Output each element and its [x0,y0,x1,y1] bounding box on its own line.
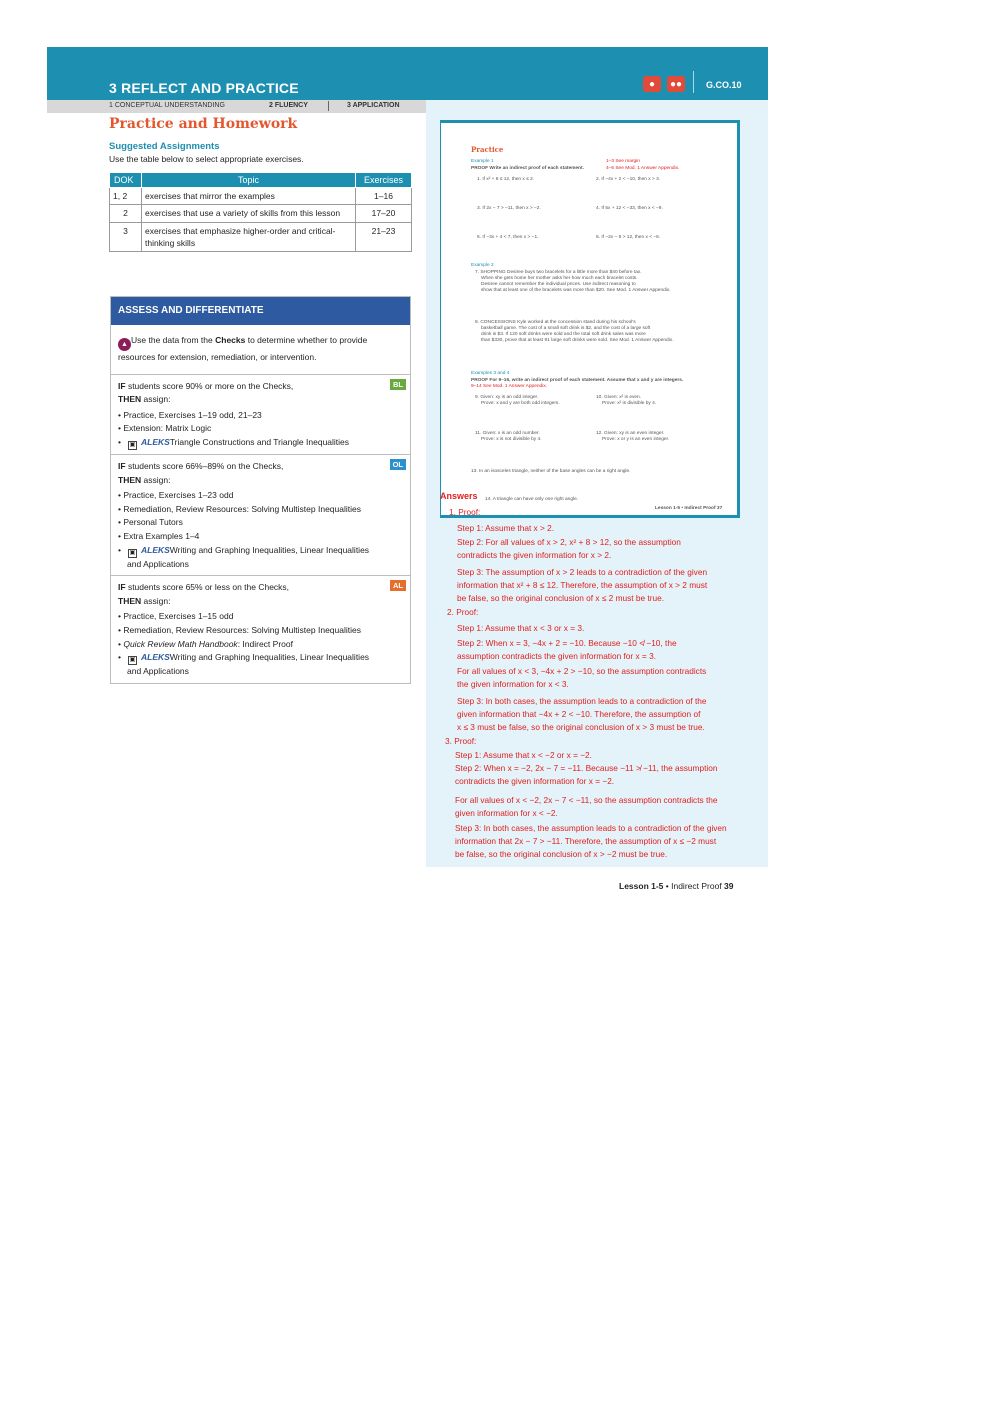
suggested-assignments-title: Suggested Assignments [109,141,220,152]
answer-line: assumption contradicts the given information for x = 3. [457,651,656,661]
answer-line: Step 2: For all values of x > 2, x² + 8 > 12, so the assumption [457,537,681,547]
answer-line: be false, so the original conclusion of x ≤ 2 must be true. [457,593,665,603]
topic-cell: exercises that use a variety of skills from this lesson [142,205,356,222]
beyond-level-badge: BL [390,379,406,390]
assess-block-on-level: OL IF students score 66%–89% on the Checks, THEN assign: • Practice, Exercises 1–23 odd • Remediation, Review Resources: Solving Multistep Inequalities • Personal Tutors • Extra Examples 1–4 • ▣ ALEKSWriting and Graphing Inequalities, Linear Inequalities and Applications [111,454,410,575]
answers-label: Answers [440,491,478,501]
aleks-icon: ▣ [129,657,136,664]
page-section-title: 3 REFLECT AND PRACTICE [109,80,299,96]
header-bar [47,47,768,100]
header-divider [693,71,694,93]
exercises-cell: 1–16 [356,188,412,205]
practice-section [109,116,412,252]
page-number: 39 [724,881,734,891]
answer-line: 2. Proof: [447,607,479,617]
list-item: • Remediation, Review Resources: Solving Multistep Inequalities [118,503,361,514]
answer-line: given information for x < −2. [455,808,558,818]
exercises-cell: 17–20 [356,205,412,222]
answer-line: be false, so the original conclusion of x > −2 must be true. [455,849,668,859]
aleks-icon: ▣ [129,549,136,556]
answer-line: contradicts the given information for x = −2. [455,776,615,786]
answer-line: Step 2: When x = −2, 2x − 7 = −11. Because −11 ≯ −11, the assumption [455,763,718,773]
thumbnail-title: Practice [471,145,504,154]
tab-fluency: 2 FLUENCY [269,102,308,109]
answer-line: Step 3: In both cases, the assumption leads to a contradiction of the [457,696,707,706]
footer-lesson: Lesson 1-5 [619,881,664,891]
dok-cell: 1, 2 [110,188,142,205]
list-item: • Extension: Matrix Logic [118,423,212,434]
assess-block-beyond-level: BL IF students score 90% or more on the Checks, THEN assign: • Practice, Exercises 1–19 odd, 21–23 • Extension: Matrix Logic • ▣ ALEKSTriangle Constructions and Triangle Inequalities [111,374,410,454]
answer-line: 1. Proof: [449,507,481,517]
answer-line: x ≤ 3 must be false, so the original conclusion of x > 3 must be true. [457,722,705,732]
assignments-intro: Use the table below to select appropriate exercises. [109,154,304,164]
table-row [110,188,412,205]
list-item: • Personal Tutors [118,517,183,528]
column-header-exercises: Exercises [356,173,412,188]
student-page-thumbnail: Practice Example 1 PROOF Write an indirect proof of each statement. 1–3 See margin 4–6 See Mod. 1 Answer Appendix. 1. If x² + 8 ≤ 12, then x ≤ 2. 2. If −4x + 2 < −10, then x > 3. 3. If 2x − 7 > −11, then x > −2. 4. If 5x + 12 < −33, then x < −9. 5. If −3x + 4 < 7, then x > −1. 6. If −2x − 6 > 12, then x < −6. Example 2 7. SHOPPING Desiree buys two bracelets for a little more than $40 before tax. When she gets home her mother asks her how much each bracelet costs. Desiree cannot remember the individual prices. Use indirect reasoning to show that at least one of the bracelets was more than $20. See Mod. 1 Answer Appendix. 8. CONCESSIONS Kyle worked at the concession stand during his school's basketball game. The cost of a small soft drink is $2, and the cost of a large soft drink is $3. If 120 soft drinks were sold and the total soft drink sales was more than $330, prove that at least 91 large soft drinks were sold. See Mod. 1 Answer Appendix. Examples 3 and 4 PROOF For 9–16, write an indirect proof of each statement. Assume that x and y are integers. 9–14 See Mod. 1 Answer Appendix. 9. Given: xy is an odd integer. Prove: x and y are both odd integers. 10. Given: x² is even. Prove: x² is divisible by 4. 11. Given: x is an odd number. Prove: x is not divisible by 4. 12. Given: xy is an even integer. Prove: x or y is an even integer. 13. In an isosceles triangle, neither of the base angles can be a right angle. 14. A triangle can have only one right angle. Lesson 1-5 • Indirect Proof 37 [440,120,740,518]
list-item: • Practice, Exercises 1–15 odd [118,611,234,622]
approaching-level-badge: AL [390,580,406,591]
table-header-row [110,173,412,188]
answer-line: Step 1: Assume that x < −2 or x = −2. [455,750,592,760]
group-icon: ●● [667,76,685,92]
header-icons [643,76,685,92]
answer-line: Step 3: The assumption of x > 2 leads to a contradiction of the given [457,567,708,577]
answer-line: Step 2: When x = 3, −4x + 2 = −10. Because −10 ≮ −10, the [457,638,677,648]
individual-icon: ● [643,76,661,92]
standard-code: G.CO.10 [706,80,742,90]
list-item: • Remediation, Review Resources: Solving Multistep Inequalities [118,624,361,635]
practice-title: Practice and Homework [109,116,298,132]
list-item: • ▣ ALEKSWriting and Graphing Inequalities, Linear Inequalities [118,652,370,664]
list-item: • Practice, Exercises 1–19 odd, 21–23 [118,409,262,420]
dok-cell: 2 [110,205,142,222]
list-item: • ▣ ALEKSWriting and Graphing Inequalities, Linear Inequalities [118,544,370,556]
progression-tabs [47,100,426,113]
answer-line: 3. Proof: [445,736,477,746]
list-item: • Practice, Exercises 1–23 odd [118,490,234,501]
table-row [110,222,412,252]
answer-line: Step 1: Assume that x < 3 or x = 3. [457,623,585,633]
answer-line: information that x² + 8 ≤ 12. Therefore, the assumption of x > 2 must [457,580,708,590]
footer-title: Indirect Proof [671,881,722,891]
assess-intro: ▲ Use the data from the Checks to determine whether to provide resources for extension, remediation, or intervention. [118,335,368,362]
column-header-dok: DOK [110,173,142,188]
answer-line: the given information for x < 3. [457,679,569,689]
assess-block-approaching-level: AL IF students score 65% or less on the Checks, THEN assign: • Practice, Exercises 1–15 odd • Remediation, Review Resources: Solving Multistep Inequalities • Quick Review Math Handbook: Indirect Proof • ▣ ALEKSWriting and Graphing Inequalities, Linear Inequalities and Applications [111,575,410,683]
footer-separator: • [663,881,672,891]
topic-cell: exercises that mirror the examples [142,188,356,205]
answer-line: given information that −4x + 2 < −10. Therefore, the assumption of [457,709,701,719]
exercises-cell: 21–23 [356,222,412,252]
assignments-table [109,172,412,252]
answer-line: contradicts the given information for x > 2. [457,550,612,560]
assess-differentiate-box [110,296,411,684]
answer-line: For all values of x < −2, 2x − 7 < −11, so the assumption contradicts the [455,795,718,805]
answer-line: For all values of x < 3, −4x + 2 > −10, so the assumption contradicts [457,666,707,676]
dok-cell: 3 [110,222,142,252]
assess-title: ASSESS AND DIFFERENTIATE [111,297,410,325]
answer-line: Step 3: In both cases, the assumption leads to a contradiction of the given [455,823,727,833]
list-item-continuation: and Applications [127,558,189,569]
tab-application: 3 APPLICATION [347,102,400,109]
on-level-badge: OL [390,459,406,470]
tab-conceptual-understanding: 1 CONCEPTUAL UNDERSTANDING [109,102,225,109]
tab-separator [328,101,329,111]
table-row [110,205,412,222]
page-footer [619,881,734,891]
list-item: • Quick Review Math Handbook: Indirect Proof [118,638,293,649]
list-item-continuation: and Applications [127,666,189,677]
aleks-icon: ▣ [129,441,136,448]
answer-line: information that 2x − 7 > −11. Therefore, the assumption of x ≤ −2 must [455,836,717,846]
list-item: • Extra Examples 1–4 [118,530,200,541]
checks-icon: ▲ [118,338,131,351]
topic-cell: exercises that emphasize higher-order and critical-thinking skills [142,222,356,252]
column-header-topic: Topic [142,173,356,188]
list-item: • ▣ ALEKSTriangle Constructions and Triangle Inequalities [118,436,350,448]
answer-line: Step 1: Assume that x > 2. [457,523,555,533]
